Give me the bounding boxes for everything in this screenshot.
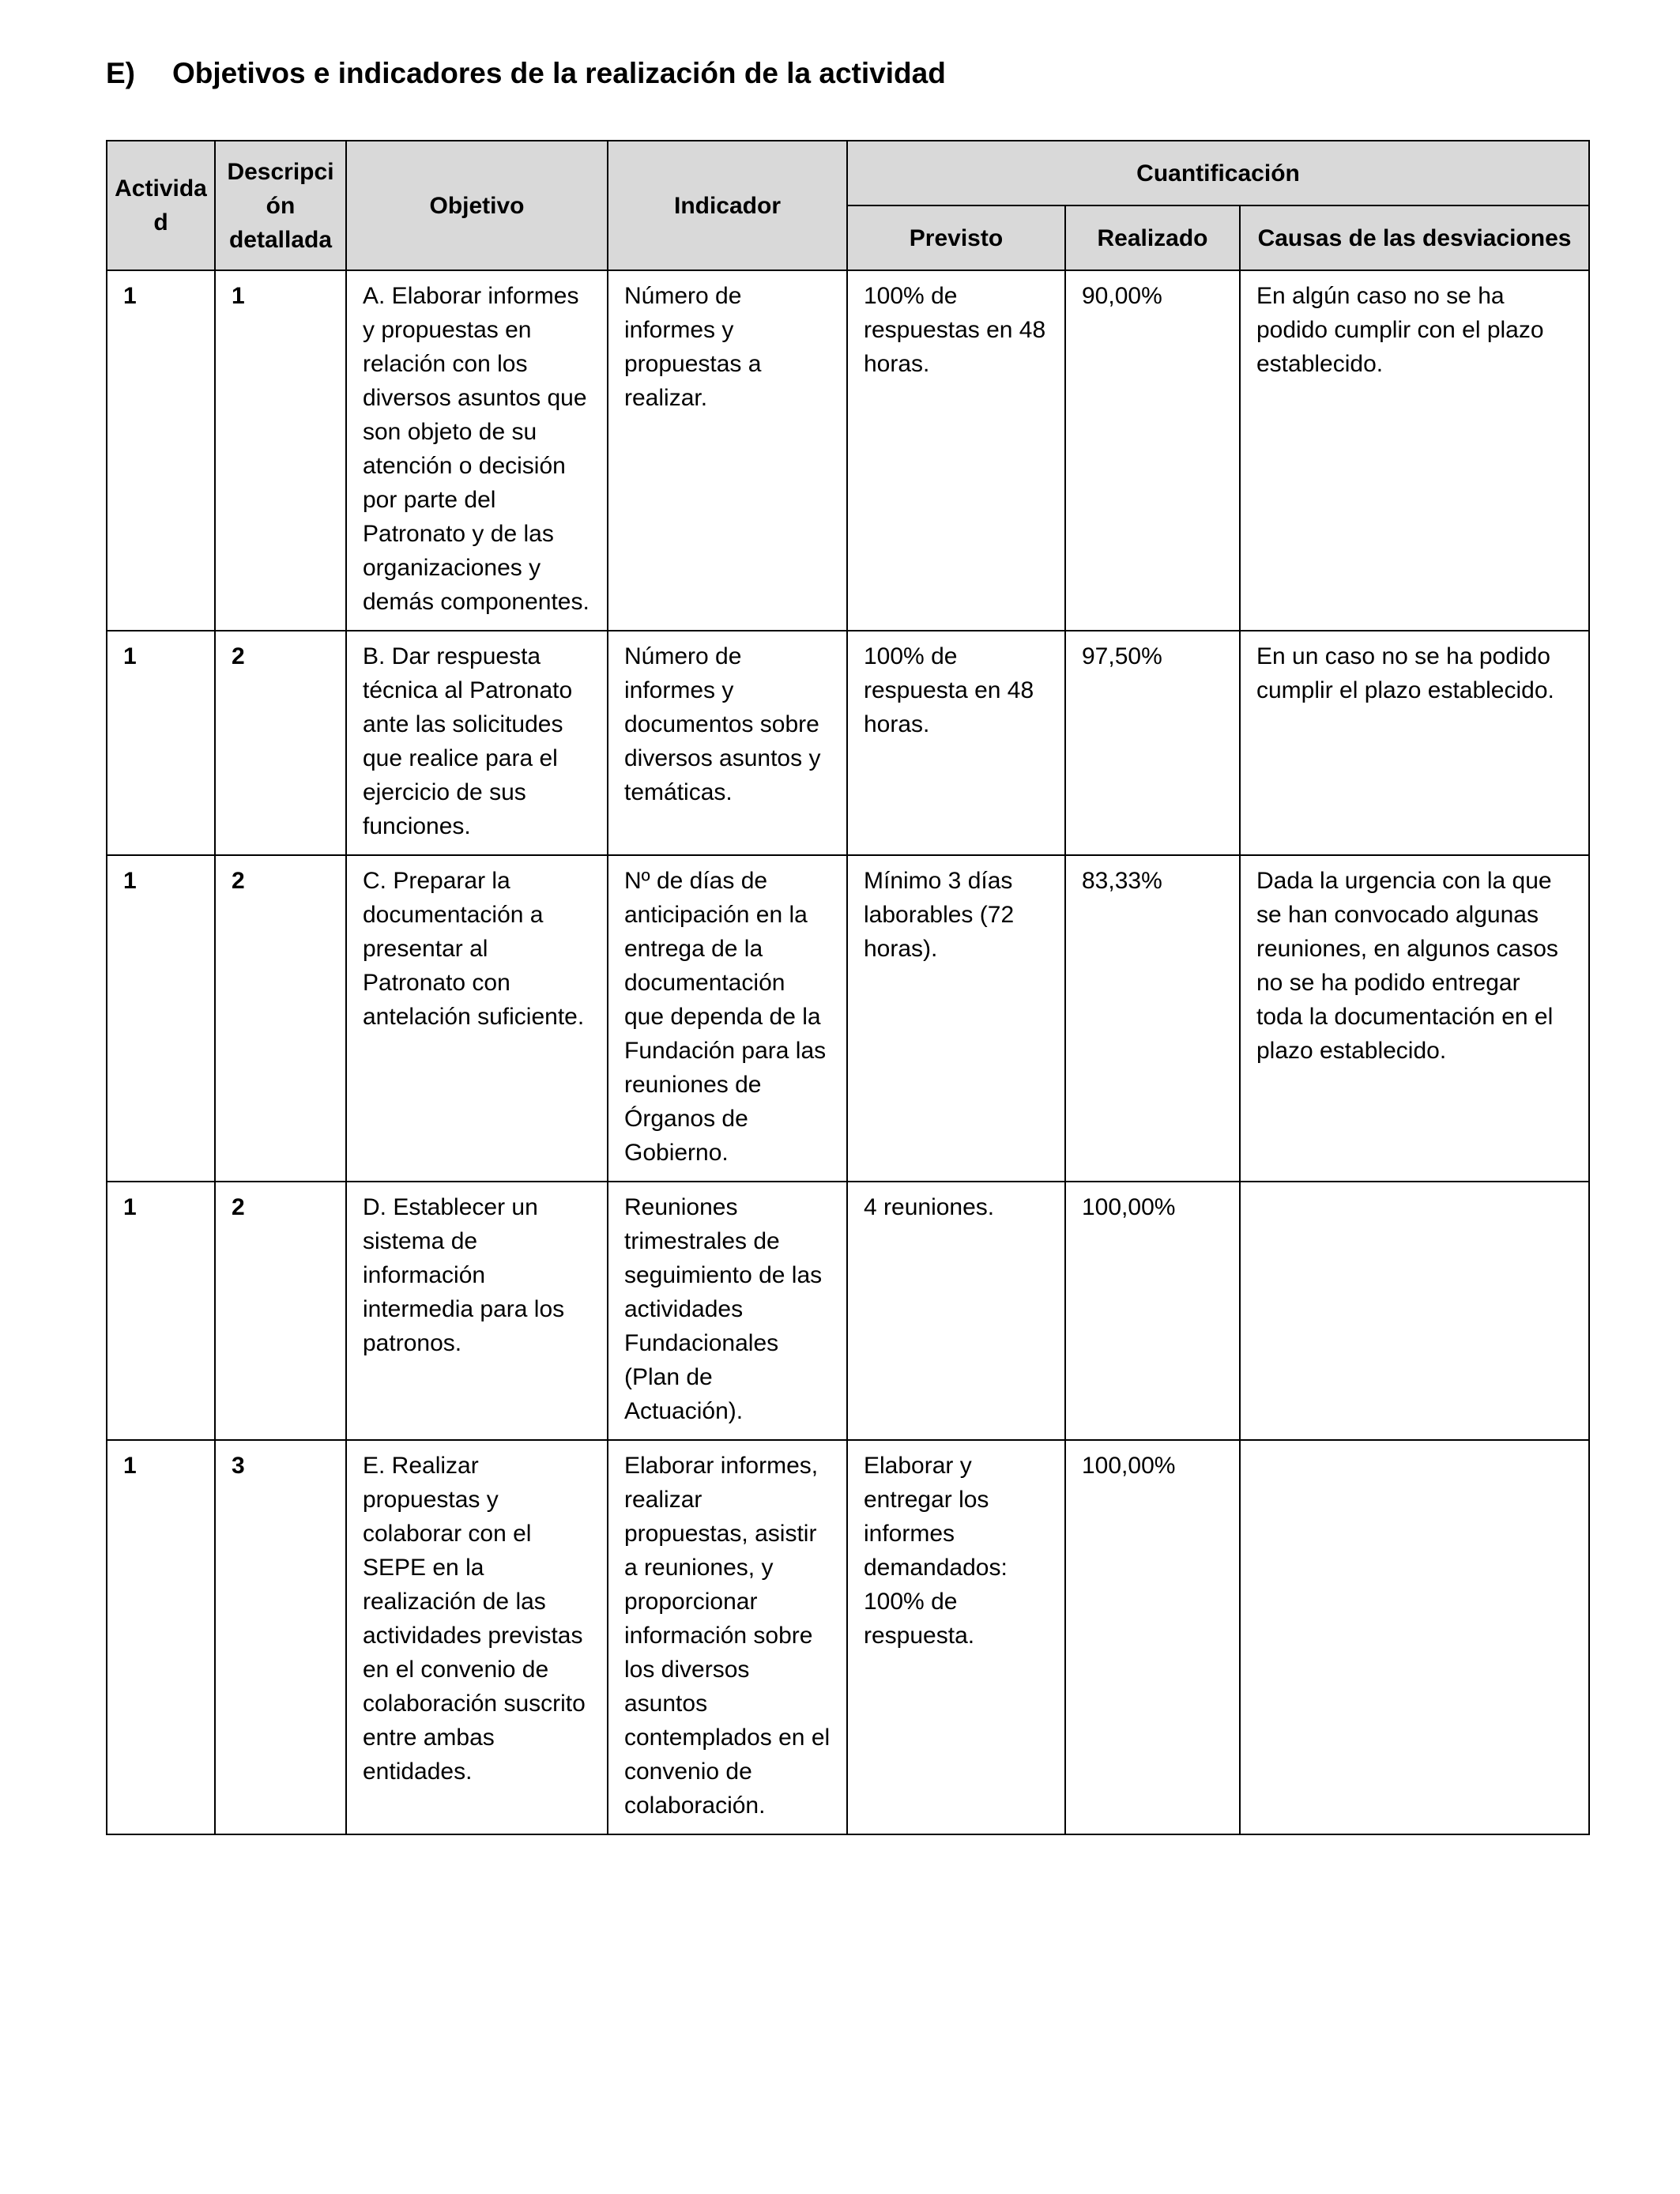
cell-causas [1240, 1182, 1589, 1440]
cell-causas: En algún caso no se ha podido cumplir con el plazo establecido. [1240, 270, 1589, 631]
section-title: Objetivos e indicadores de la realización de la actividad [172, 57, 946, 89]
cell-objetivo: A. Elaborar informes y propuestas en relación con los diversos asuntos que son objeto de su atención o decisión por parte del Patronato y de las organizaciones y demás componentes. [346, 270, 608, 631]
cell-realizado: 83,33% [1065, 855, 1240, 1182]
header-causas: Causas de las desviaciones [1240, 205, 1589, 270]
cell-previsto: 4 reuniones. [847, 1182, 1065, 1440]
cell-causas [1240, 1440, 1589, 1834]
cell-previsto: 100% de respuestas en 48 horas. [847, 270, 1065, 631]
cell-realizado: 100,00% [1065, 1440, 1240, 1834]
cell-realizado: 100,00% [1065, 1182, 1240, 1440]
cell-indicador: Número de informes y propuestas a realizar. [608, 270, 847, 631]
cell-descripcion: 3 [215, 1440, 346, 1834]
table-row [107, 270, 1589, 631]
table-row [107, 855, 1589, 1182]
cell-descripcion: 1 [215, 270, 346, 631]
cell-previsto: Mínimo 3 días laborables (72 horas). [847, 855, 1065, 1182]
header-actividad: Actividad [107, 141, 215, 270]
cell-actividad: 1 [107, 1182, 215, 1440]
cell-realizado: 97,50% [1065, 631, 1240, 855]
cell-previsto: Elaborar y entregar los informes demandados: 100% de respuesta. [847, 1440, 1065, 1834]
header-descripcion: Descripción detallada [215, 141, 346, 270]
cell-indicador: Nº de días de anticipación en la entrega de la documentación que dependa de la Fundación para las reuniones de Órganos de Gobierno. [608, 855, 847, 1182]
header-objetivo: Objetivo [346, 141, 608, 270]
cell-objetivo: E. Realizar propuestas y colaborar con el SEPE en la realización de las actividades previstas en el convenio de colaboración suscrito entre ambas entidades. [346, 1440, 608, 1834]
section-heading [106, 57, 946, 90]
cell-previsto: 100% de respuesta en 48 horas. [847, 631, 1065, 855]
section-letter: E) [106, 57, 135, 89]
header-row-1 [107, 141, 1589, 205]
cell-actividad: 1 [107, 1440, 215, 1834]
table-row [107, 1440, 1589, 1834]
table-row [107, 1182, 1589, 1440]
cell-indicador: Reuniones trimestrales de seguimiento de las actividades Fundacionales (Plan de Actuación). [608, 1182, 847, 1440]
cell-actividad: 1 [107, 855, 215, 1182]
cell-descripcion: 2 [215, 855, 346, 1182]
objectives-table [106, 140, 1590, 1835]
header-cuantificacion: Cuantificación [847, 141, 1589, 205]
cell-objetivo: C. Preparar la documentación a presentar al Patronato con antelación suficiente. [346, 855, 608, 1182]
header-indicador: Indicador [608, 141, 847, 270]
cell-descripcion: 2 [215, 1182, 346, 1440]
cell-objetivo: D. Establecer un sistema de información intermedia para los patronos. [346, 1182, 608, 1440]
header-previsto: Previsto [847, 205, 1065, 270]
cell-descripcion: 2 [215, 631, 346, 855]
header-realizado: Realizado [1065, 205, 1240, 270]
cell-actividad: 1 [107, 270, 215, 631]
table-row [107, 631, 1589, 855]
cell-realizado: 90,00% [1065, 270, 1240, 631]
cell-objetivo: B. Dar respuesta técnica al Patronato ante las solicitudes que realice para el ejercicio de sus funciones. [346, 631, 608, 855]
cell-indicador: Número de informes y documentos sobre diversos asuntos y temáticas. [608, 631, 847, 855]
cell-causas: Dada la urgencia con la que se han convocado algunas reuniones, en algunos casos no se ha podido entregar toda la documentación en el plazo establecido. [1240, 855, 1589, 1182]
cell-indicador: Elaborar informes, realizar propuestas, asistir a reuniones, y proporcionar información sobre los diversos asuntos contemplados en el convenio de colaboración. [608, 1440, 847, 1834]
cell-actividad: 1 [107, 631, 215, 855]
cell-causas: En un caso no se ha podido cumplir el plazo establecido. [1240, 631, 1589, 855]
